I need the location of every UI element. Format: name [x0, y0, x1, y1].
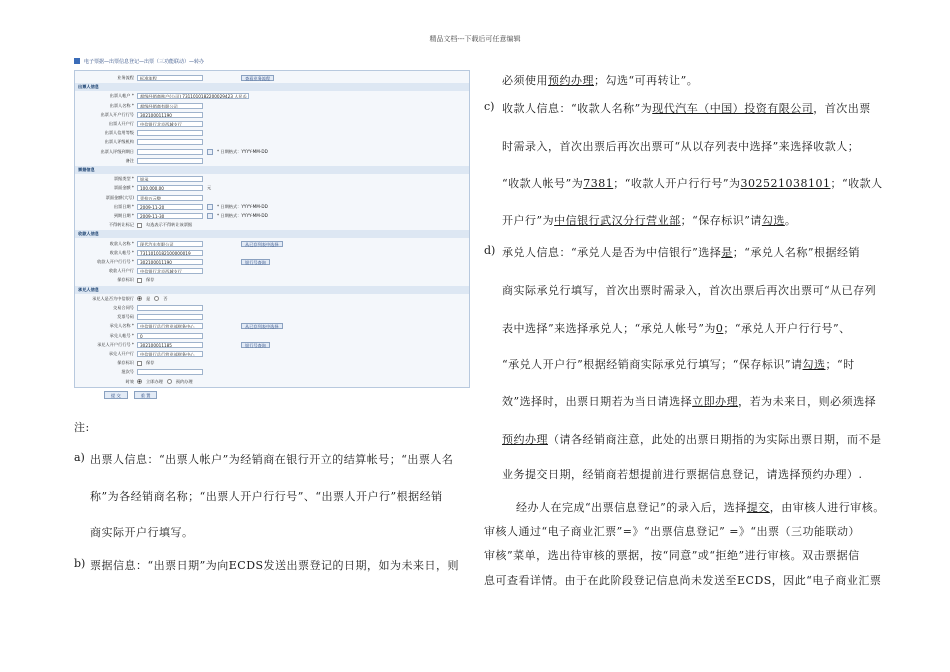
form-action-button[interactable]: 从已存列表中选择: [241, 241, 283, 247]
page-header: 精品文档---下载后可任意编辑: [429, 35, 521, 43]
form-row: [75, 322, 469, 330]
text-input[interactable]: 中信银行总行营业部财务中心: [137, 323, 203, 329]
form-row: [75, 240, 469, 248]
text-span: （请各经销商注意，此处的出票日期指的为实际出票日期，而不是: [548, 433, 882, 446]
right-line-0: [502, 72, 698, 88]
radio-label: 是: [146, 295, 151, 301]
item-d-line-2: 商实际承兑行填写，首次出票时需录入，首次出票后再次出票可“从已存列: [502, 284, 877, 297]
form-field-label: 出票人开户行: [108, 121, 134, 126]
form-field-value: [137, 195, 469, 201]
text-input[interactable]: [137, 130, 203, 136]
text-span: ，首次出票: [813, 102, 871, 115]
date-format-hint: * 日期格式：YYYY-MM-DD: [217, 148, 268, 154]
form-row: [75, 313, 469, 321]
form-field-label: 出票日期 *: [113, 203, 134, 209]
item-a-line-3: 商实际开户行填写。: [90, 526, 194, 539]
underlined-term: 预约办理: [502, 433, 548, 446]
form-field-label: 承兑人帐号 *: [109, 332, 134, 338]
form-section-header: 承兑人信息: [75, 286, 469, 294]
text-span: ，若为未来日，则必须选择: [738, 395, 877, 408]
text-span: ；“收款人: [830, 177, 883, 190]
text-span: 表中选择”来选择承兑人；“承兑人帐号”为: [502, 322, 716, 335]
form-row: [75, 157, 469, 165]
underlined-term: 立即办理: [692, 395, 739, 408]
form-field-value: [137, 360, 469, 366]
form-row: [75, 350, 469, 358]
text-input[interactable]: [137, 149, 203, 155]
form-field-value: [137, 250, 469, 256]
paragraph-line-4: 息可查看详情。由于在此阶段登记信息尚未发送至ECDS，因此“电子商业汇票: [484, 574, 882, 587]
date-format-hint: * 日期格式：YYYY-MM-DD: [217, 213, 268, 218]
form-row: [75, 102, 469, 110]
text-input[interactable]: 中信银行北京西城支行: [137, 268, 203, 274]
underlined-term: 是: [721, 246, 733, 259]
form-field-label: 时效: [125, 378, 134, 384]
form-field-label: 出票人评级到期日: [100, 148, 134, 154]
item-a-marker: a): [74, 451, 85, 464]
form-row: [75, 368, 469, 376]
form-field-value: [137, 222, 469, 228]
form-field-value: [137, 268, 469, 274]
checkbox[interactable]: [137, 361, 142, 366]
form-field-value: [137, 305, 469, 311]
underlined-term: 7381: [583, 177, 614, 190]
form-field-value: [137, 333, 469, 339]
form-action-button[interactable]: 查看业务流程: [241, 75, 274, 81]
text-span: ；“保存标识”请: [680, 214, 762, 227]
form-field-label: 出票人评级机构: [104, 139, 134, 145]
form-row: [75, 138, 469, 146]
form-row: [75, 148, 469, 156]
text-input[interactable]: 标准流程: [137, 75, 203, 81]
form-screenshot: [74, 56, 470, 403]
text-span: ，由审核人进行审核。: [769, 501, 885, 514]
item-c-line-2: 时需录入，首次出票后再次出票可“从以存列表中选择”来选择收款人；: [502, 140, 860, 153]
item-d-marker: d): [484, 244, 496, 257]
unit-label: 元: [207, 185, 212, 191]
underlined-term: 302521038101: [740, 177, 831, 190]
form-row: [75, 295, 469, 303]
text-span: 必须使用: [502, 74, 548, 87]
text-span: ；“承兑人名称”根据经销: [732, 246, 860, 259]
radio-button[interactable]: [167, 379, 172, 384]
form-field-value: [137, 296, 469, 302]
item-a-line-2: 称”为各经销商名称；“出票人开户行行号”、“出票人开户行”根据经销: [90, 490, 443, 503]
form-field-label: 承兑人开户行: [108, 351, 134, 356]
text-input[interactable]: 2009-11-20: [137, 204, 203, 210]
underlined-term: 提交: [746, 501, 770, 514]
form-field-value: [137, 351, 469, 357]
date-format-hint: * 日期格式：YYYY-MM-DD: [217, 203, 268, 209]
paragraph-line-1: [516, 499, 885, 515]
form-row: [75, 332, 469, 340]
underlined-term: 现代汽车（中国）投资有限公司: [652, 102, 814, 115]
item-c-line-1: [502, 100, 871, 116]
radio-label: 预约办理: [175, 378, 193, 384]
text-input[interactable]: 2009-11-30: [137, 213, 203, 219]
text-input[interactable]: 302100011190: [137, 259, 203, 265]
form-action-button[interactable]: 从已存列表中选择: [241, 323, 283, 329]
text-span: 承兑人信息：“承兑人是否为中信银行”选择: [502, 246, 722, 259]
form-row: [75, 184, 469, 192]
text-input[interactable]: 7311010182100000019: [137, 250, 203, 256]
checkbox[interactable]: [137, 223, 142, 228]
form-row: [75, 276, 469, 284]
item-d-line-6: [502, 431, 882, 447]
text-input[interactable]: 超级经销商有限公司: [137, 103, 203, 109]
form-row: [75, 203, 469, 211]
form-field-value: [137, 185, 469, 191]
item-c-line-3: [502, 175, 883, 191]
text-span: ；“时: [825, 358, 855, 371]
checkbox[interactable]: [137, 278, 142, 283]
form-field-value: [137, 75, 469, 81]
form-field-value: [137, 121, 469, 127]
text-input[interactable]: [137, 139, 203, 145]
form-action-button[interactable]: 银行号查询: [241, 259, 270, 265]
item-b-line-1: 票据信息：“出票日期”为向ECDS发送出票登记的日期，如为未来日，则: [90, 559, 460, 572]
form-field-value: [137, 149, 469, 155]
radio-button[interactable]: [137, 296, 142, 301]
text-input[interactable]: [137, 305, 203, 311]
calendar-icon[interactable]: [207, 149, 213, 155]
underlined-term: 0: [715, 322, 724, 335]
paragraph-line-2: 审核人通过“电子商业汇票”=》“出票信息登记” =》“出票（三功能联动）: [484, 525, 861, 538]
underlined-term: 中信银行武汉分行营业部: [554, 214, 681, 227]
form-field-label: 收款人名称 *: [109, 240, 134, 246]
form-field-label: 票据类型 *: [113, 176, 134, 182]
item-c-line-4: [502, 212, 796, 228]
form-field-label: 保存标识: [117, 277, 134, 283]
form-row: [75, 194, 469, 202]
form-field-label: 承兑人名称 *: [109, 323, 134, 329]
form-field-label: 业务流程: [117, 75, 134, 80]
form-row: [75, 120, 469, 128]
form-row: [75, 212, 469, 220]
form-field-value: [137, 369, 469, 375]
form-field-label: 备注: [125, 157, 134, 163]
form-field-label: 收款人帐号 *: [109, 249, 134, 255]
checkbox-label: 保存: [146, 277, 155, 283]
item-d-line-5: [502, 393, 876, 409]
item-a-line-1: 出票人信息：“出票人帐户”为经销商在银行开立的结算帐号；“出票人名: [90, 453, 454, 466]
form-field-label: 出票人帐户 *: [109, 93, 134, 99]
form-field-value: [137, 112, 469, 118]
form-field-label: 收款人开户行行号 *: [97, 259, 134, 264]
text-input[interactable]: 壹拾万元整: [137, 195, 203, 201]
form-row: [75, 92, 469, 100]
form-field-label: 票面金额(大写): [105, 194, 134, 200]
form-title-text: 电子票据—出票信息登记—出票（三功能联动）—转办: [84, 58, 205, 65]
form-field-value: [137, 213, 469, 219]
form-field-value: [137, 93, 469, 99]
submit-button[interactable]: 提 交: [104, 391, 128, 399]
form-field-value: [137, 241, 469, 247]
item-d-line-7: 业务提交日期，经销商若想提前进行票据信息登记，请选择预约办理）.: [502, 468, 863, 481]
form-field-value: [137, 103, 469, 109]
underlined-term: 勾选: [761, 214, 785, 227]
text-span: “收款人帐号”为: [502, 177, 584, 190]
text-span: 收款人信息：“收款人名称”为: [502, 102, 653, 115]
text-span: ；“收款人开户行行号”为: [613, 177, 741, 190]
form-row: [75, 74, 469, 82]
text-span: 效”选择时，出票日期若为当日请选择: [502, 395, 693, 408]
calendar-icon[interactable]: [207, 213, 213, 219]
form-row: [75, 249, 469, 257]
form-field-value: [137, 158, 469, 164]
form-field-label: 不得转让标记: [108, 222, 134, 228]
item-d-line-4: [502, 356, 855, 372]
reset-button[interactable]: 重 置: [134, 391, 158, 399]
form-section-header: 票据信息: [75, 166, 469, 174]
text-input[interactable]: [137, 158, 203, 164]
item-c-marker: c): [484, 100, 495, 113]
form-field-label: 票面金额 *: [113, 185, 134, 191]
form-field-value: [137, 139, 469, 145]
form-row: [75, 129, 469, 137]
text-input[interactable]: 中信银行北京西城支行: [137, 121, 203, 127]
form-row: [75, 378, 469, 386]
form-row: [75, 359, 469, 367]
form-field-label: 批次号: [121, 369, 134, 375]
text-input[interactable]: 银承: [137, 176, 203, 182]
form-footer: [104, 391, 157, 399]
text-input[interactable]: 超级经销商账户(公司) 7311010182200029423 人民币: [137, 93, 249, 99]
form-field-value: [137, 342, 469, 348]
form-title: [74, 56, 470, 66]
form-field-value: [137, 277, 469, 283]
radio-button[interactable]: [154, 296, 159, 301]
note-label: 注:: [74, 421, 90, 434]
page-icon: [74, 58, 80, 64]
form-field-label: 收款人开户行: [108, 268, 134, 274]
text-span: ；“承兑人开户行行号”、: [723, 322, 851, 335]
underlined-term: 勾选: [802, 358, 826, 371]
text-input[interactable]: 100,000.00: [137, 185, 203, 191]
form-field-value: [137, 130, 469, 136]
form-field-label: 发票号码: [117, 314, 134, 320]
form-field-value: [137, 314, 469, 320]
text-span: 。: [784, 214, 797, 227]
item-b-marker: b): [74, 557, 86, 570]
form-field-label: 到期日期 *: [113, 213, 134, 218]
form-body: [74, 70, 470, 388]
text-span: 开户行”为: [502, 214, 555, 227]
radio-button[interactable]: [137, 379, 142, 384]
form-row: [75, 111, 469, 119]
form-field-value: [137, 259, 469, 265]
form-field-label: 出票人信用等级: [104, 130, 134, 136]
form-row: [75, 175, 469, 183]
radio-label: 否: [163, 295, 168, 301]
underlined-term: 预约办理: [548, 74, 594, 87]
text-input[interactable]: [137, 314, 203, 320]
form-section-header: 出票人信息: [75, 83, 469, 91]
form-row: [75, 304, 469, 312]
form-row: [75, 258, 469, 266]
text-span: 经办人在完成“出票信息登记”的录入后，选择: [516, 501, 747, 514]
form-row: [75, 341, 469, 349]
form-action-button[interactable]: 银行号查询: [241, 342, 270, 348]
item-d-line-1: [502, 244, 860, 260]
text-input[interactable]: 302100011190: [137, 112, 203, 118]
form-field-label: 出票人名称 *: [109, 102, 134, 108]
text-input[interactable]: [137, 369, 203, 375]
form-field-label: 交易合同号: [113, 305, 134, 310]
checkbox-label: 保存: [146, 360, 155, 366]
form-field-value: [137, 204, 469, 210]
form-row: [75, 267, 469, 275]
form-field-label: 出票人开户行行号: [100, 111, 134, 117]
radio-label: 立即办理: [146, 378, 163, 384]
form-field-label: 保存标识: [117, 360, 134, 366]
form-field-value: [137, 176, 469, 182]
text-input[interactable]: 现代汽车有限公司: [137, 241, 203, 247]
text-span: “承兑人开户行”根据经销商实际承兑行填写；“保存标识”请: [502, 358, 803, 371]
item-d-line-3: [502, 320, 851, 336]
form-row: [75, 221, 469, 229]
calendar-icon[interactable]: [207, 204, 213, 210]
form-field-label: 承兑人是否为中信银行: [92, 295, 134, 301]
text-input[interactable]: 中信银行总行营业部财务中心: [137, 351, 203, 357]
form-section-header: 收款人信息: [75, 230, 469, 238]
text-input[interactable]: 0: [137, 333, 203, 339]
text-span: ；勾选“可再转让”。: [594, 74, 699, 87]
form-field-label: 承兑人开户行行号 *: [97, 341, 134, 347]
form-field-value: [137, 323, 469, 329]
paragraph-line-3: 审核”菜单，选出待审核的票据，按“同意”或“拒绝”进行审核。双击票据信: [484, 549, 860, 562]
text-input[interactable]: 302100011185: [137, 342, 203, 348]
form-field-value: [137, 379, 469, 385]
checkbox-label: 勾选表示不得转让该票据: [146, 222, 193, 228]
